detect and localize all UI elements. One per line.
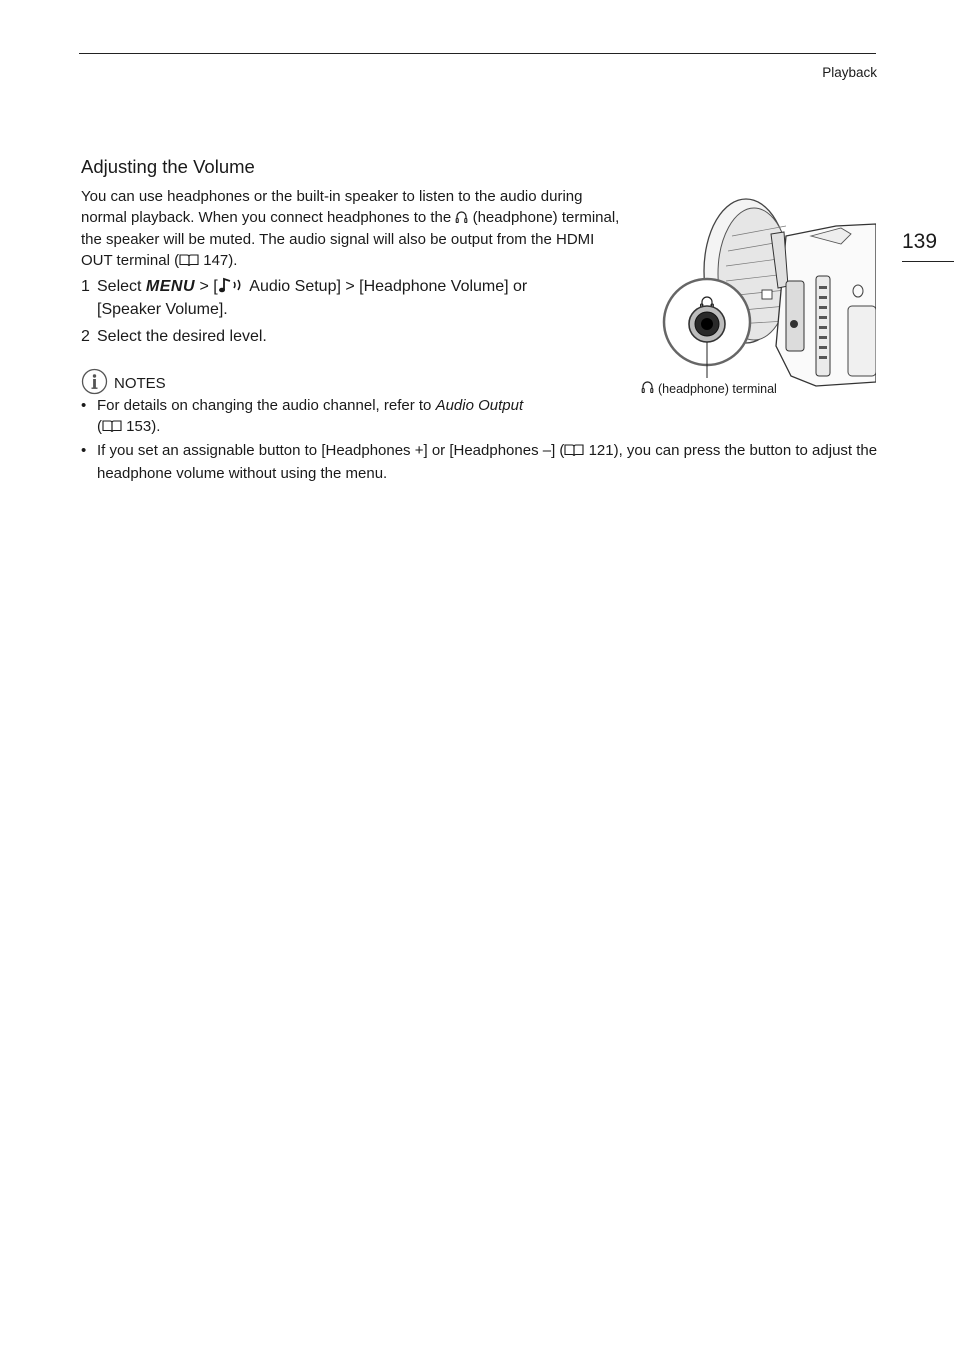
header-rule (79, 53, 876, 54)
page-number: 139 (902, 230, 938, 253)
page-number-rule (902, 261, 954, 262)
book-reference-icon (179, 253, 199, 274)
section-label: Playback (822, 65, 877, 80)
section-heading: Adjusting the Volume (81, 156, 255, 177)
headphone-icon (455, 210, 468, 231)
notes-heading: NOTES (81, 368, 166, 399)
note-bullet-2: • If you set an assignable button to [Headphones +] or [Headphones –] ( 121), you can press the button to adjust the headphone volume without using the menu. (81, 442, 878, 482)
book-reference-icon (102, 419, 122, 440)
camera-illustration (636, 196, 876, 392)
info-icon (81, 368, 108, 399)
note-bullet-1: • For details on changing the audio channel, refer to Audio Output ( 153). (81, 396, 581, 439)
menu-button-label: MENU (145, 278, 196, 295)
step-2: 2 Select the desired level. (81, 328, 267, 345)
intro-paragraph: You can use headphones or the built-in speaker to listen to the audio during normal playback. When you connect headphones to the (headphone) terminal, the speaker will be muted. The audio signal will also be output from the HDMI OUT terminal ( 147). (81, 187, 626, 273)
figure-caption: (headphone) terminal (641, 380, 777, 397)
audio-setup-icon (218, 277, 246, 299)
step-1: 1 Select MENU > [ Audio Setup] > [Headphone Volume] or [Speaker Volume]. (81, 278, 528, 318)
headphone-icon (641, 380, 654, 397)
book-reference-icon (564, 443, 584, 464)
